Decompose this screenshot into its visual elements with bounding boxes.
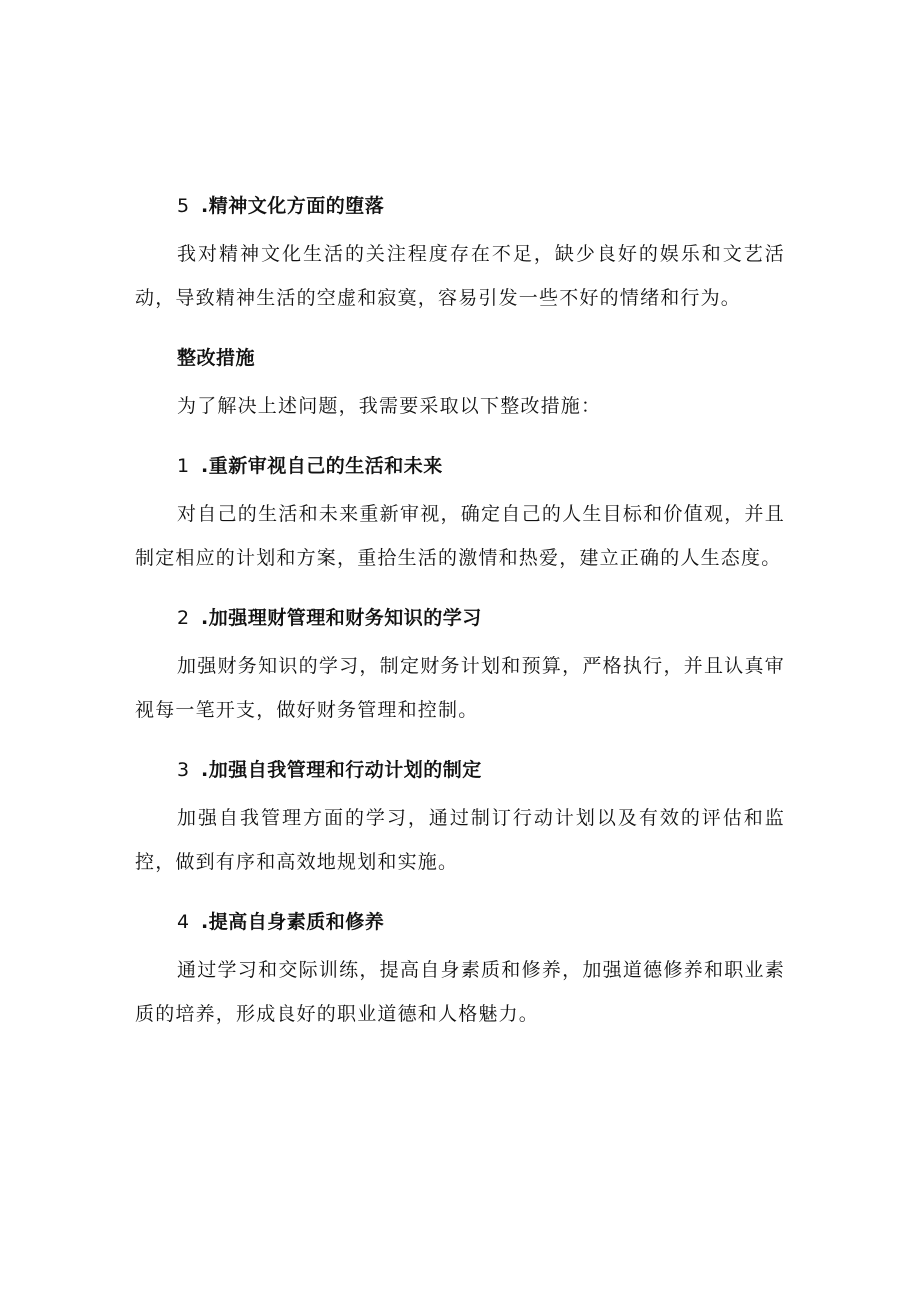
heading-text: .加强理财管理和财务知识的学习 <box>201 607 482 629</box>
heading-number: 4 <box>177 911 190 933</box>
heading-text: .提高自身素质和修养 <box>201 911 385 933</box>
measures-heading: 整改措施 <box>177 347 256 369</box>
heading-number: 5 <box>177 195 190 217</box>
measure-paragraph-4: 通过学习和交际训练，提高自身素质和修养，加强道德修养和职业素质的培养，形成良好的职业道德和人格魅力。 <box>135 959 785 1025</box>
measure-heading-2 <box>135 600 785 636</box>
measure-heading-1 <box>135 448 785 484</box>
heading-text: .精神文化方面的堕落 <box>201 195 385 217</box>
measure-paragraph-2: 加强财务知识的学习，制定财务计划和预算，严格执行，并且认真审视每一笔开支，做好财务管理和控制。 <box>135 655 785 721</box>
heading-text: .加强自我管理和行动计划的制定 <box>201 759 482 781</box>
heading-number: 1 <box>177 455 190 477</box>
heading-number: 3 <box>177 759 190 781</box>
measure-paragraph-1: 对自己的生活和未来重新审视，确定自己的人生目标和价值观，并且制定相应的计划和方案，重拾生活的激情和热爱，建立正确的人生态度。 <box>135 503 785 569</box>
measure-heading-4 <box>135 904 785 940</box>
measure-paragraph-3: 加强自我管理方面的学习，通过制订行动计划以及有效的评估和监控，做到有序和高效地规划和实施。 <box>135 807 785 873</box>
section-paragraph-5: 我对精神文化生活的关注程度存在不足，缺少良好的娱乐和文艺活动，导致精神生活的空虚和寂寞，容易引发一些不好的情绪和行为。 <box>135 243 785 309</box>
heading-number: 2 <box>177 607 190 629</box>
heading-text: .重新审视自己的生活和未来 <box>201 455 443 477</box>
measure-heading-3 <box>135 752 785 788</box>
section-heading-5 <box>135 188 785 224</box>
document-body <box>135 188 785 1036</box>
measures-intro: 为了解决上述问题，我需要采取以下整改措施： <box>177 395 602 417</box>
